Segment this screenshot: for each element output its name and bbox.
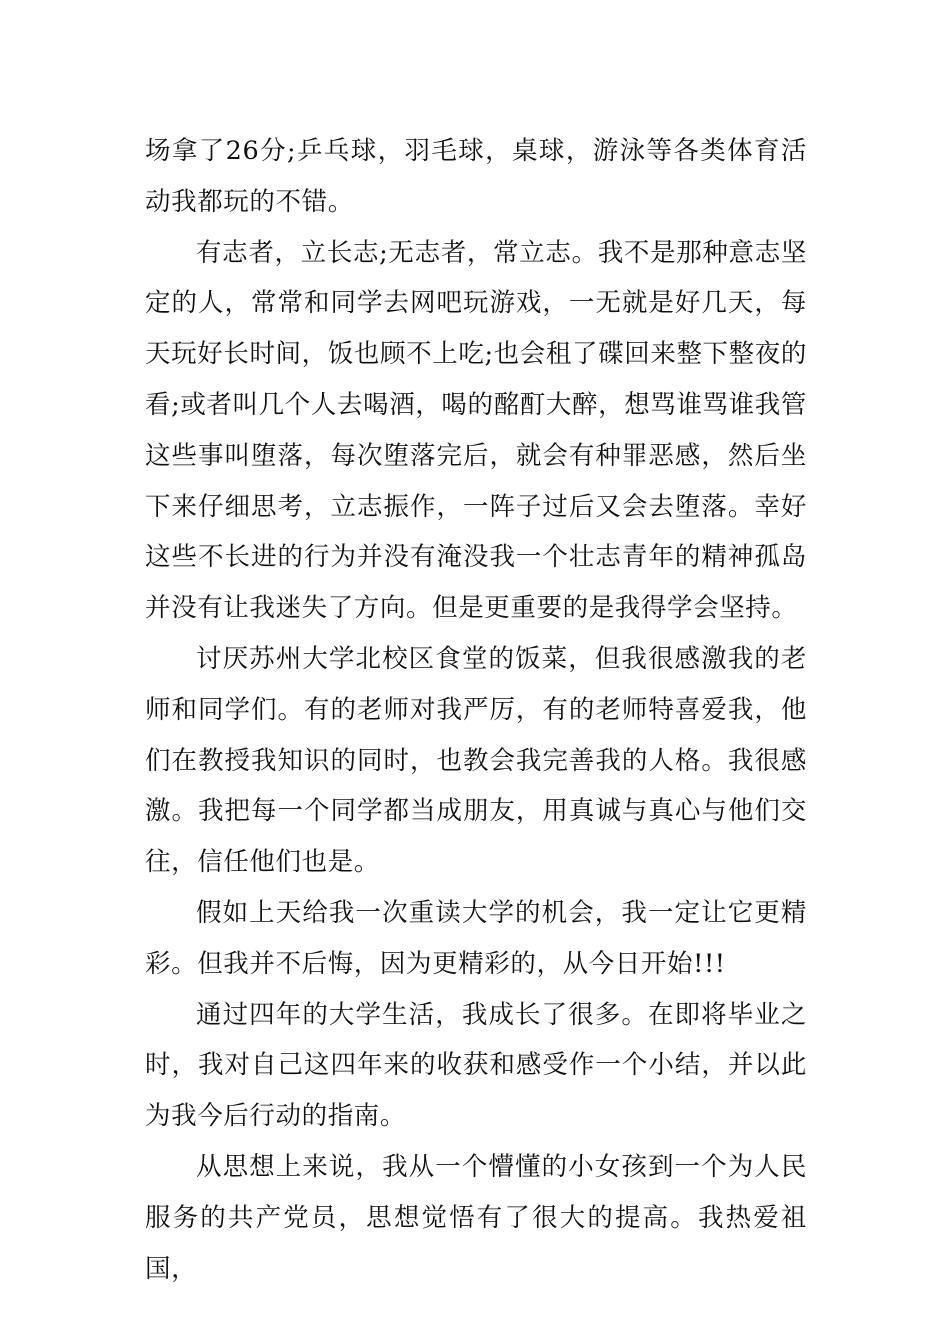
paragraph-3: 讨厌苏州大学北校区食堂的饭菜，但我很感激我的老师和同学们。有的老师对我严厉，有的老师特喜爱我，他们在教授我知识的同时，也教会我完善我的人格。我很感激。我把每一个同学都当成朋友，用真诚与真心与他们交往，信任他们也是。	[145, 643, 807, 878]
paragraph-2: 有志者，立长志;无志者，常立志。我不是那种意志坚定的人，常常和同学去网吧玩游戏，一无就是好几天，每天玩好长时间，饭也顾不上吃;也会租了碟回来整下整夜的看;或者叫几个人去喝酒，喝的酩酊大醉，想骂谁骂谁我管这些事叫堕落，每次堕落完后，就会有种罪恶感，然后坐下来仔细思考，立志振作，一阵子过后又会去堕落。幸好这些不长进的行为并没有淹没我一个壮志青年的精神孤岛并没有让我迷失了方向。但是更重要的是我得学会坚持。	[145, 237, 807, 624]
paragraph-1: 场拿了26分;乒乓球，羽毛球，桌球，游泳等各类体育活动我都玩的不错。	[145, 136, 807, 217]
document-body	[145, 126, 807, 1294]
paragraph-6: 从思想上来说，我从一个懵懂的小女孩到一个为人民服务的共产党员，思想觉悟有了很大的提高。我热爱祖国，	[145, 1151, 807, 1284]
paragraph-4: 假如上天给我一次重读大学的机会，我一定让它更精彩。但我并不后悔，因为更精彩的，从今日开始!!!	[145, 897, 807, 979]
paragraph-5: 通过四年的大学生活，我成长了很多。在即将毕业之时，我对自己这四年来的收获和感受作一个小结，并以此为我今后行动的指南。	[145, 999, 807, 1132]
